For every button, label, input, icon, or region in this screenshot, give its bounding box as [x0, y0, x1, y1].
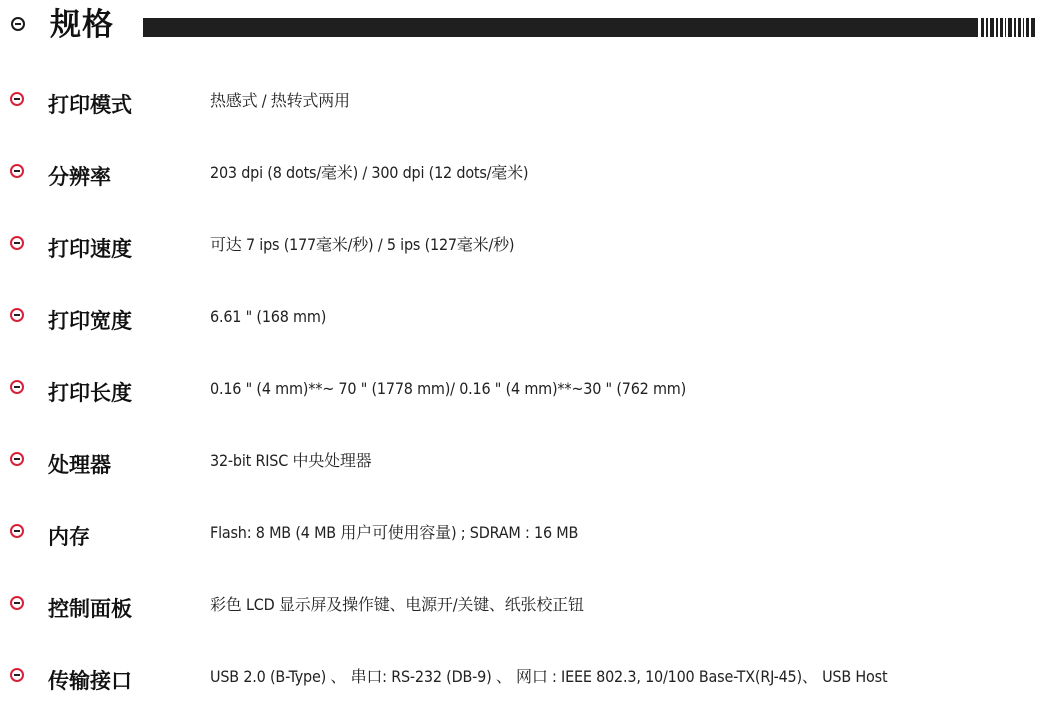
spec-value: Flash: 8 MB (4 MB 用户可使用容量) ; SDRAM : 16 MB [210, 523, 579, 542]
minus-circle-icon [10, 380, 24, 394]
spec-row-processor [0, 450, 1059, 490]
spec-value: 热感式 / 热转式两用 [210, 91, 350, 110]
barcode-decoration [981, 18, 1041, 37]
minus-circle-icon [10, 92, 24, 106]
minus-circle-icon [10, 452, 24, 466]
spec-value: 203 dpi (8 dots/毫米) / 300 dpi (12 dots/毫米) [210, 163, 529, 182]
section-title: 规格 [50, 7, 114, 43]
minus-circle-icon [10, 236, 24, 250]
minus-circle-icon [10, 524, 24, 538]
minus-circle-icon [10, 596, 24, 610]
spec-value: 可达 7 ips (177毫米/秒) / 5 ips (127毫米/秒) [210, 235, 515, 254]
spec-row-print-width [0, 306, 1059, 346]
spec-label: 控制面板 [48, 597, 132, 621]
spec-value: 32-bit RISC 中央处理器 [210, 451, 372, 470]
spec-row-print-mode [0, 90, 1059, 130]
header-divider-bar [143, 18, 978, 37]
spec-value: 0.16 " (4 mm)**~ 70 " (1778 mm)/ 0.16 " (4 mm)**~30 " (762 mm) [210, 379, 687, 398]
section-header [0, 0, 1059, 52]
spec-row-print-speed [0, 234, 1059, 274]
spec-value: USB 2.0 (B-Type) 、 串口: RS-232 (DB-9) 、 网口 : IEEE 802.3, 10/100 Base-TX(RJ-45)、 USB Host [210, 667, 888, 686]
spec-label: 打印长度 [48, 381, 132, 405]
spec-label: 打印模式 [48, 93, 132, 117]
minus-circle-icon [10, 164, 24, 178]
spec-value: 彩色 LCD 显示屏及操作键、电源开/关键、纸张校正钮 [210, 595, 584, 614]
minus-circle-icon [10, 668, 24, 682]
spec-label: 内存 [48, 525, 90, 549]
spec-label: 打印宽度 [48, 309, 132, 333]
minus-circle-icon [11, 17, 25, 31]
spec-value: 6.61 " (168 mm) [210, 307, 327, 326]
spec-row-memory [0, 522, 1059, 562]
minus-circle-icon [10, 308, 24, 322]
spec-label: 打印速度 [48, 237, 132, 261]
spec-label: 分辨率 [48, 165, 111, 189]
spec-row-interfaces [0, 666, 1059, 706]
spec-label: 传输接口 [48, 669, 132, 693]
spec-row-print-length [0, 378, 1059, 418]
spec-row-control-panel [0, 594, 1059, 634]
spec-label: 处理器 [48, 453, 111, 477]
spec-row-resolution [0, 162, 1059, 202]
